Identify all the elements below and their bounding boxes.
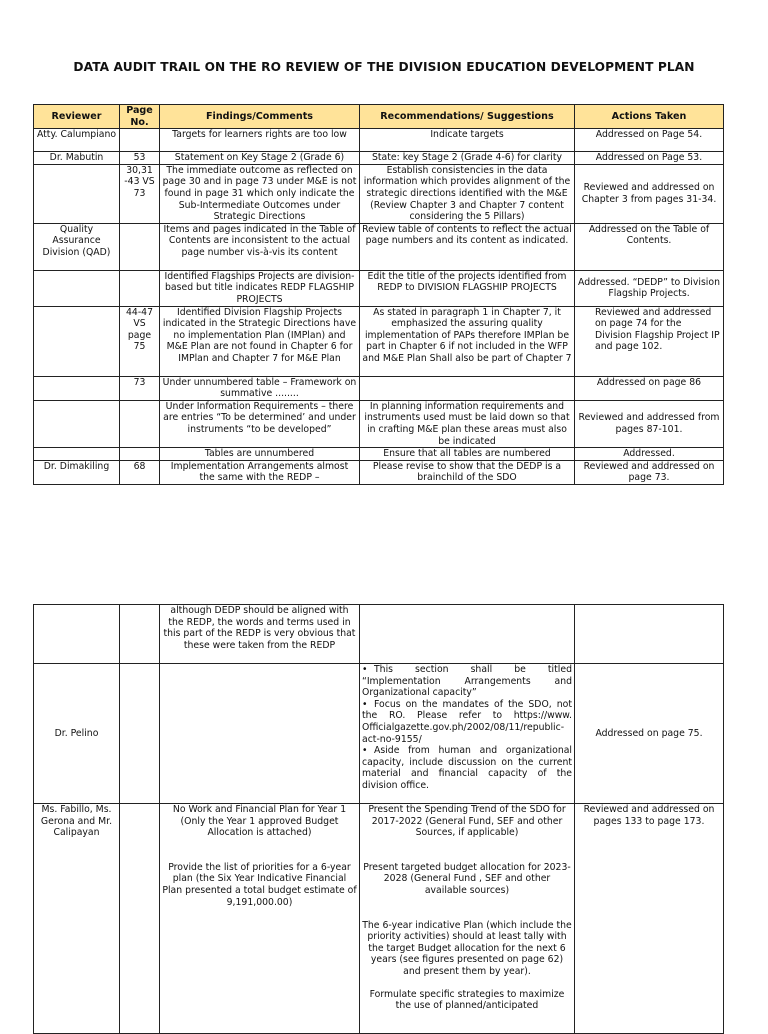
- reviewer-cell: Dr. Mabutin: [34, 152, 120, 165]
- header-findings: Findings/Comments: [160, 105, 360, 129]
- findings-cell: Statement on Key Stage 2 (Grade 6): [160, 152, 360, 165]
- reviewer-cell: [34, 164, 120, 223]
- table-row: [34, 223, 724, 270]
- recommendations-cell: Indicate targets: [360, 129, 575, 152]
- recommendation-paragraph: Present targeted budget allocation for 2023-2028 (General Fund , SEF and other available sources): [363, 861, 571, 896]
- table-row: [34, 460, 724, 484]
- findings-cell: [160, 804, 360, 1034]
- page-cell: [120, 400, 160, 447]
- recommendations-cell: [360, 376, 575, 400]
- reviewer-cell: [34, 270, 120, 306]
- recommendations-cell: [360, 804, 575, 1034]
- table-row: [34, 448, 724, 461]
- table-row: [34, 164, 724, 223]
- recommendations-cell: Review table of contents to reflect the actual page numbers and its content as indicated.: [360, 223, 575, 270]
- recommendations-cell: [360, 664, 575, 804]
- header-actions: Actions Taken: [575, 105, 724, 129]
- reviewer-cell: [34, 605, 120, 664]
- bullet-icon: •: [362, 664, 368, 675]
- header-page-no: Page No.: [120, 105, 160, 129]
- recommendation-list: [362, 664, 572, 792]
- page-cell: 53: [120, 152, 160, 165]
- page-cell: 30,31 -43 VS 73: [120, 164, 160, 223]
- recommendation-paragraph: Formulate specific strategies to maximize the use of planned/anticipated: [369, 988, 565, 1012]
- bullet-icon: •: [362, 745, 368, 757]
- recommendations-cell: State: key Stage 2 (Grade 4-6) for clarity: [360, 152, 575, 165]
- header-recommendations: Recommendations/ Suggestions: [360, 105, 575, 129]
- reviewer-cell: Ms. Fabillo, Ms. Gerona and Mr. Calipayan: [34, 804, 120, 1034]
- actions-cell: Reviewed and addressed on pages 133 to page 173.: [575, 804, 724, 1034]
- table-header-row: [34, 105, 724, 129]
- findings-cell: Tables are unnumbered: [160, 448, 360, 461]
- page-title: DATA AUDIT TRAIL ON THE RO REVIEW OF THE DIVISION EDUCATION DEVELOPMENT PLAN: [73, 60, 695, 74]
- table-row: [34, 270, 724, 306]
- page-cell: [120, 804, 160, 1034]
- table-row: [34, 152, 724, 165]
- actions-cell: Addressed on the Table of Contents.: [575, 223, 724, 270]
- findings-cell: Targets for learners rights are too low: [160, 129, 360, 152]
- recommendations-cell: [360, 605, 575, 664]
- table-row: [34, 664, 724, 804]
- recommendations-cell: In planning information requirements and instruments used must be laid down so that in crafting M&E plan these areas must also be indicated: [360, 400, 575, 447]
- reviewer-cell: Dr. Dimakiling: [34, 460, 120, 484]
- actions-cell: [575, 605, 724, 664]
- actions-cell: Addressed on Page 53.: [575, 152, 724, 165]
- table-row: [34, 605, 724, 664]
- actions-cell: Addressed.: [575, 448, 724, 461]
- recommendation-paragraph: The 6-year indicative Plan (which include the priority activities) should at least tally with the target Budget allocation for the next 6 years (see figures presented on page 62) and present them by year).: [362, 919, 572, 977]
- list-item: • This section shall be titled “Implementation Arrangements and Organizational capacity”: [362, 664, 572, 699]
- table-row: [34, 400, 724, 447]
- header-reviewer: Reviewer: [34, 105, 120, 129]
- reviewer-cell: Atty. Calumpiano: [34, 129, 120, 152]
- actions-cell: Addressed on page 86: [575, 376, 724, 400]
- actions-cell: Reviewed and addressed on page 73.: [575, 460, 724, 484]
- actions-cell: Reviewed and addressed from pages 87-101.: [575, 400, 724, 447]
- table-row: [34, 804, 724, 1034]
- reviewer-cell: [34, 448, 120, 461]
- findings-cell: Identified Flagships Projects are division-based but title indicates REDP FLAGSHIP PROJECTS: [160, 270, 360, 306]
- recommendations-cell: As stated in paragraph 1 in Chapter 7, it emphasized the assuring quality implementation of PAPs therefore IMPlan be part in Chapter 6 if not included in the WFP and M&E Plan Shall also be part of Chapter 7: [360, 306, 575, 376]
- list-item: • Focus on the mandates of the SDO, not the RO. Please refer to https://www. Officialgazette.gov.ph/2002/08/11/republic-act-no-9155/: [362, 698, 572, 745]
- page-cell: [120, 270, 160, 306]
- table-row: [34, 306, 724, 376]
- findings-cell: The immediate outcome as reflected on page 30 and in page 73 under M&E is not found in page 31 which only indicate the Sub-Intermediate Outcomes under Strategic Directions: [160, 164, 360, 223]
- recommendations-cell: Ensure that all tables are numbered: [360, 448, 575, 461]
- reviewer-cell: [34, 376, 120, 400]
- actions-cell: Addressed. “DEDP” to Division Flagship Projects.: [575, 270, 724, 306]
- actions-cell: Addressed on Page 54.: [575, 129, 724, 152]
- findings-cell: Under Information Requirements – there are entries “To be determined’ and under instruments “to be developed”: [160, 400, 360, 447]
- page-cell: 73: [120, 376, 160, 400]
- findings-cell: Under unnumbered table – Framework on summative ........: [160, 376, 360, 400]
- reviewer-cell: [34, 306, 120, 376]
- page-cell: [120, 448, 160, 461]
- finding-paragraph: Provide the list of priorities for a 6-year plan (the Six Year Indicative Financial Plan presented a total budget estimate of 9,191,000.00): [162, 861, 357, 908]
- page-cell: 44-47 VS page 75: [120, 306, 160, 376]
- findings-cell: [160, 664, 360, 804]
- findings-cell: Items and pages indicated in the Table of Contents are inconsistent to the actual page number vis-à-vis its content: [160, 223, 360, 270]
- page-cell: [120, 129, 160, 152]
- page-cell: [120, 223, 160, 270]
- list-item: • Aside from human and organizational capacity, include discussion on the current material and financial capacity of the division office.: [362, 745, 572, 791]
- reviewer-cell: [34, 400, 120, 447]
- bullet-icon: •: [362, 698, 368, 710]
- findings-cell: Implementation Arrangements almost the same with the REDP –: [160, 460, 360, 484]
- actions-cell: Reviewed and addressed on Chapter 3 from pages 31-34.: [575, 164, 724, 223]
- findings-cell: although DEDP should be aligned with the REDP, the words and terms used in this part of the REDP is very obvious that these were taken from the REDP: [160, 605, 360, 664]
- actions-cell: Reviewed and addressed on page 74 for the Division Flagship Project IP and page 102.: [575, 306, 724, 376]
- page-cell: 68: [120, 460, 160, 484]
- table-row: [34, 129, 724, 152]
- recommendation-paragraph: Present the Spending Trend of the SDO for 2017-2022 (General Fund, SEF and other Sources, if applicable): [368, 804, 566, 839]
- finding-paragraph: No Work and Financial Plan for Year 1 (Only the Year 1 approved Budget Allocation is attached): [172, 804, 347, 839]
- page-cell: [120, 664, 160, 804]
- recommendations-cell: Edit the title of the projects identified from REDP to DIVISION FLAGSHIP PROJECTS: [360, 270, 575, 306]
- actions-cell: Addressed on page 75.: [575, 664, 724, 804]
- recommendations-cell: Please revise to show that the DEDP is a brainchild of the SDO: [360, 460, 575, 484]
- page-cell: [120, 605, 160, 664]
- reviewer-cell: Dr. Pelino: [34, 664, 120, 804]
- reviewer-cell: Quality Assurance Division (QAD): [34, 223, 120, 270]
- audit-table-continued: [33, 604, 724, 1034]
- audit-table: [33, 104, 724, 485]
- recommendations-cell: Establish consistencies in the data information which provides alignment of the strategic directions identified with the M&E (Review Chapter 3 and Chapter 7 content considering the 5 Pillars): [360, 164, 575, 223]
- findings-cell: Identified Division Flagship Projects indicated in the Strategic Directions have no implementation Plan (IMPlan) and M&E Plan are not found in Chapter 6 for IMPlan and Chapter 7 for M&E Plan: [160, 306, 360, 376]
- table-row: [34, 376, 724, 400]
